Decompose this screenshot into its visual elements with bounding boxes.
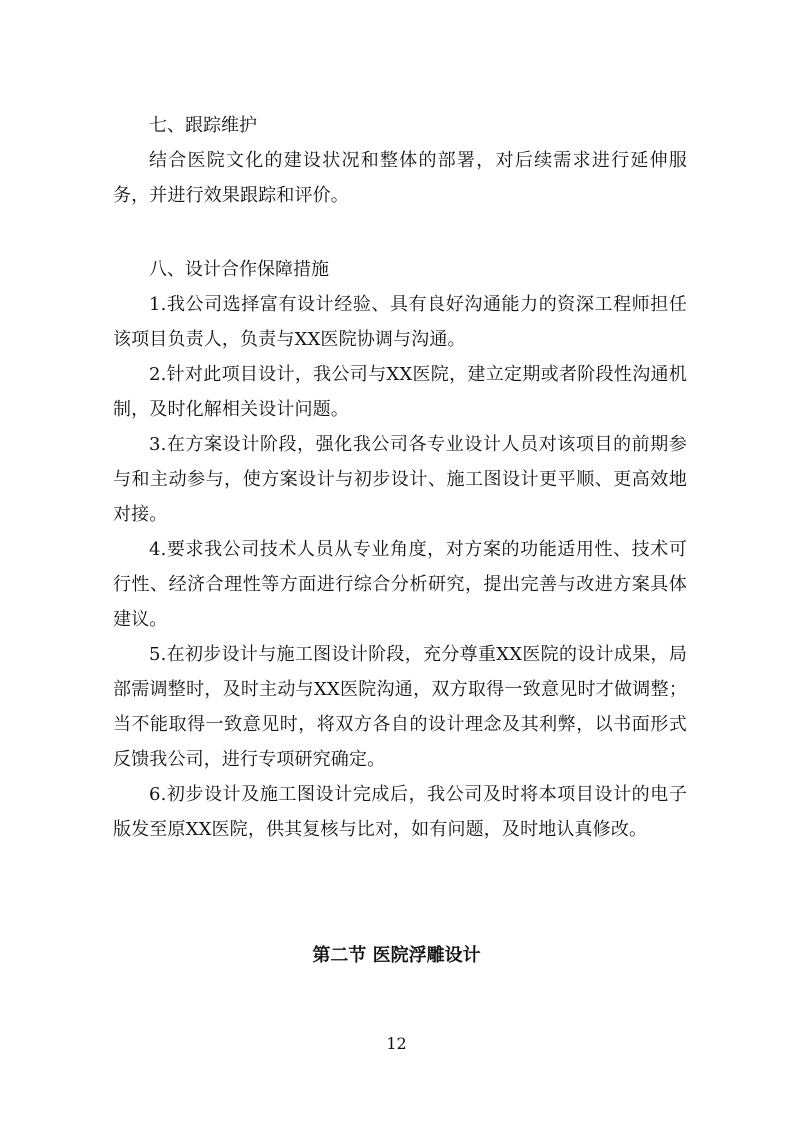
section-gap <box>113 213 687 252</box>
measure-item-5: 5.在初步设计与施工图设计阶段，充分尊重XX医院的设计成果，局部需调整时，及时主动与XX医院沟通，双方取得一致意见时才做调整；当不能取得一致意见时，将双方各自的设计理念及其利弊，以书面形式反馈我公司，进行专项研究确定。 <box>113 644 687 770</box>
measure-item-3: 3.在方案设计阶段，强化我公司各专业设计人员对该项目的前期参与和主动参与，使方案设计与初步设计、施工图设计更平顺、更高效地对接。 <box>113 434 687 525</box>
measure-item-6: 6.初步设计及施工图设计完成后，我公司及时将本项目设计的电子版发至原XX医院，供其复核与比对，如有问题，及时地认真修改。 <box>113 784 687 840</box>
section-7-paragraph: 结合医院文化的建设状况和整体的部署，对后续需求进行延伸服务，并进行效果跟踪和评价。 <box>113 150 687 206</box>
measure-item-2: 2.针对此项目设计，我公司与XX医院，建立定期或者阶段性沟通机制，及时化解相关设计问题。 <box>113 364 687 420</box>
page-body <box>113 108 687 847</box>
measure-item-1: 1.我公司选择富有设计经验、具有良好沟通能力的资深工程师担任该项目负责人，负责与XX医院协调与沟通。 <box>113 294 687 350</box>
section-title: 第二节 医院浮雕设计 <box>312 945 481 966</box>
section-7-heading: 七、跟踪维护 <box>149 115 257 136</box>
section-8-heading: 八、设计合作保障措施 <box>149 259 329 280</box>
measure-item-4: 4.要求我公司技术人员从专业角度，对方案的功能适用性、技术可行性、经济合理性等方面进行综合分析研究，提出完善与改进方案具体建议。 <box>113 539 687 630</box>
page-number: 12 <box>386 1034 407 1053</box>
